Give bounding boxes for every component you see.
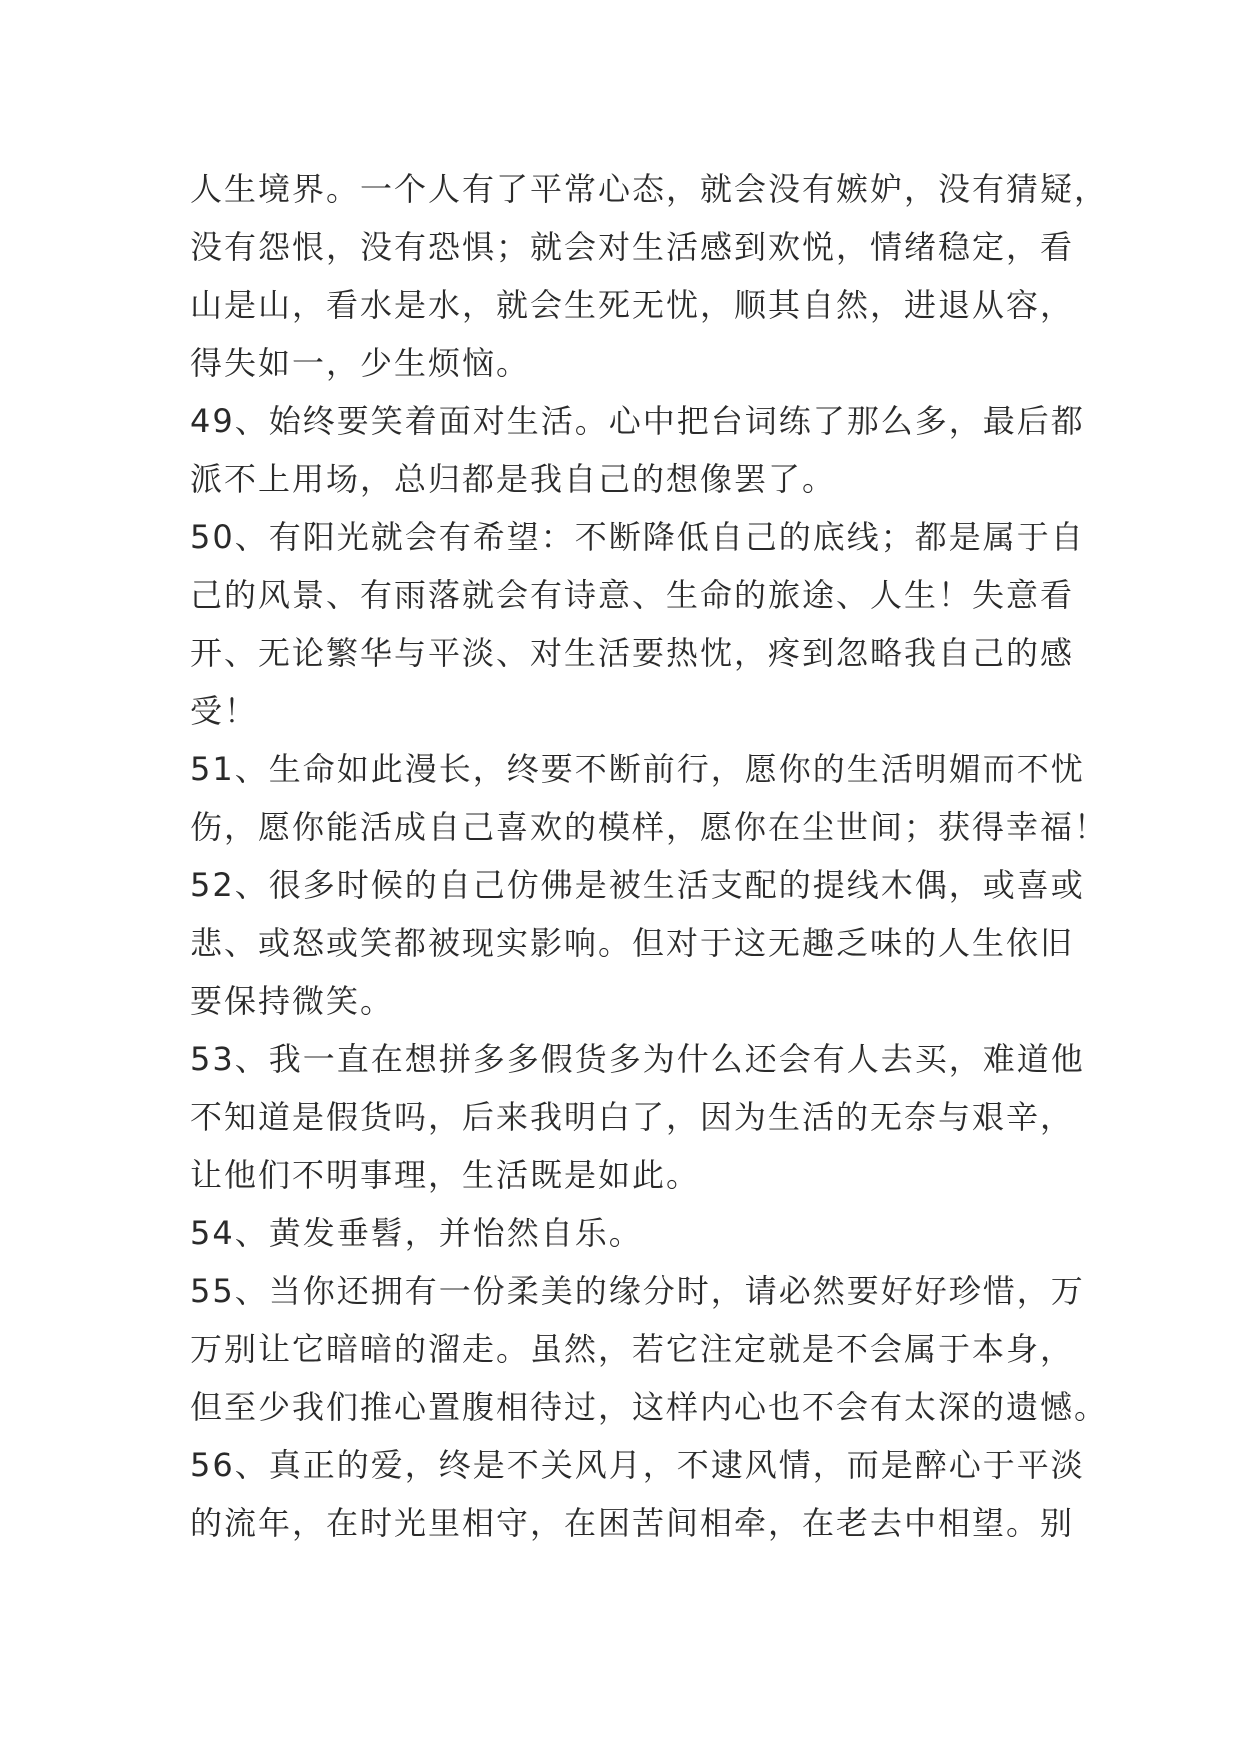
text-line: 己的风景、有雨落就会有诗意、生命的旅途、人生！失意看 — [190, 576, 1075, 614]
text-line: 受！ — [190, 692, 259, 730]
text-line: 51、生命如此漫长，终要不断前行，愿你的生活明媚而不忧 — [190, 750, 1085, 788]
text-line: 人生境界。一个人有了平常心态，就会没有嫉妒，没有猜疑， — [190, 170, 1109, 208]
text-line: 的流年，在时光里相守，在困苦间相牵，在老去中相望。别 — [190, 1504, 1075, 1542]
text-line: 不知道是假货吗，后来我明白了，因为生活的无奈与艰辛， — [190, 1098, 1075, 1136]
text-line: 悲、或怒或笑都被现实影响。但对于这无趣乏味的人生依旧 — [190, 924, 1075, 962]
text-line: 52、很多时候的自己仿佛是被生活支配的提线木偶，或喜或 — [190, 866, 1085, 904]
text-line: 开、无论繁华与平淡、对生活要热忱，疼到忽略我自己的感 — [190, 634, 1075, 672]
text-line: 伤，愿你能活成自己喜欢的模样，愿你在尘世间；获得幸福！ — [190, 808, 1109, 846]
text-line: 山是山，看水是水，就会生死无忧，顺其自然，进退从容， — [190, 286, 1075, 324]
text-line: 让他们不明事理，生活既是如此。 — [190, 1156, 701, 1194]
text-line: 50、有阳光就会有希望：不断降低自己的底线；都是属于自 — [190, 518, 1085, 556]
text-line: 万别让它暗暗的溜走。虽然，若它注定就是不会属于本身， — [190, 1330, 1075, 1368]
text-line: 没有怨恨，没有恐惧；就会对生活感到欢悦，情绪稳定，看 — [190, 228, 1075, 266]
text-line: 53、我一直在想拼多多假货多为什么还会有人去买，难道他 — [190, 1040, 1085, 1078]
text-line: 55、当你还拥有一份柔美的缘分时，请必然要好好珍惜，万 — [190, 1272, 1085, 1310]
text-line: 但至少我们推心置腹相待过，这样内心也不会有太深的遗憾。 — [190, 1388, 1109, 1426]
text-line: 49、始终要笑着面对生活。心中把台词练了那么多，最后都 — [190, 402, 1085, 440]
text-line: 要保持微笑。 — [190, 982, 395, 1020]
text-line: 得失如一，少生烦恼。 — [190, 344, 531, 382]
document-body — [190, 160, 1109, 1552]
text-line: 56、真正的爱，终是不关风月，不逮风情，而是醉心于平淡 — [190, 1446, 1085, 1484]
text-line: 54、黄发垂髫，并怡然自乐。 — [190, 1214, 643, 1252]
text-line: 派不上用场，总归都是我自己的想像罢了。 — [190, 460, 837, 498]
